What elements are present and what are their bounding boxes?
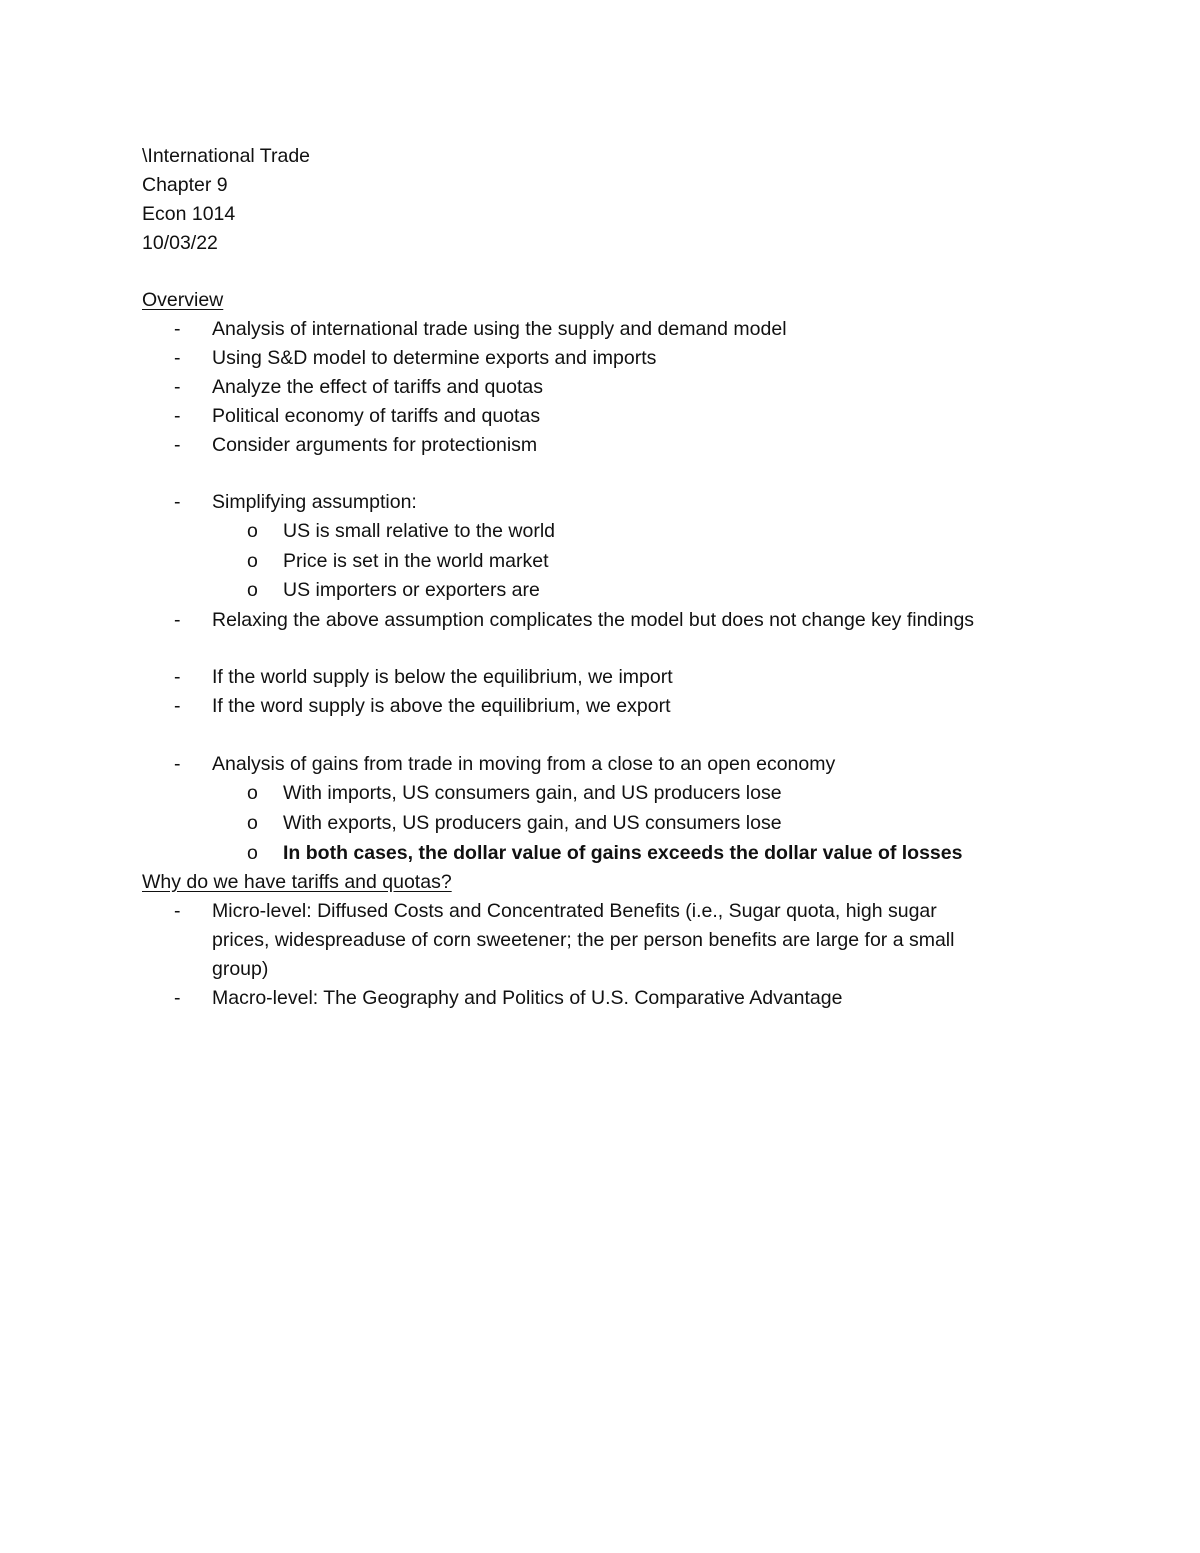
bullet-dash: - xyxy=(174,405,181,427)
bullet-dash: - xyxy=(174,753,181,775)
bullet-dash: - xyxy=(174,434,181,456)
course-label: Econ 1014 xyxy=(142,203,236,225)
bullet-dash: - xyxy=(174,376,181,398)
assumption-item: US is small relative to the world xyxy=(283,520,556,542)
gains-item-bold: In both cases, the dollar value of gains exceeds the dollar value of losses xyxy=(283,842,963,864)
sub-bullet: o xyxy=(247,782,258,804)
bullet-dash: - xyxy=(174,695,181,717)
bullet-dash: - xyxy=(174,987,181,1009)
overview-item: Using S&D model to determine exports and imports xyxy=(212,347,657,369)
micro-level-line: prices, widespreaduse of corn sweetener; the per person benefits are large for a small xyxy=(212,929,955,951)
sub-bullet: o xyxy=(247,579,258,601)
bullet-dash: - xyxy=(174,609,181,631)
overview-item: Analysis of international trade using the supply and demand model xyxy=(212,318,787,340)
why-heading: Why do we have tariffs and quotas? xyxy=(142,871,452,893)
macro-level-item: Macro-level: The Geography and Politics of U.S. Comparative Advantage xyxy=(212,987,843,1009)
supply-item: If the world supply is below the equilibrium, we import xyxy=(212,666,673,688)
gains-item: With imports, US consumers gain, and US producers lose xyxy=(283,782,782,804)
gains-item: With exports, US producers gain, and US consumers lose xyxy=(283,812,782,834)
sub-bullet: o xyxy=(247,842,258,864)
gains-label: Analysis of gains from trade in moving from a close to an open economy xyxy=(212,753,836,775)
bullet-dash: - xyxy=(174,347,181,369)
relaxing-item: Relaxing the above assumption complicates the model but does not change key findings xyxy=(212,609,975,631)
overview-item: Consider arguments for protectionism xyxy=(212,434,538,456)
micro-level-line: Micro-level: Diffused Costs and Concentrated Benefits (i.e., Sugar quota, high sugar xyxy=(212,900,937,922)
sub-bullet: o xyxy=(247,520,258,542)
date-label: 10/03/22 xyxy=(142,232,218,254)
assumption-label: Simplifying assumption: xyxy=(212,491,417,513)
supply-item: If the word supply is above the equilibrium, we export xyxy=(212,695,671,717)
sub-bullet: o xyxy=(247,550,258,572)
sub-bullet: o xyxy=(247,812,258,834)
assumption-item: Price is set in the world market xyxy=(283,550,549,572)
overview-heading: Overview xyxy=(142,289,224,311)
assumption-item: US importers or exporters are xyxy=(283,579,540,601)
bullet-dash: - xyxy=(174,666,181,688)
overview-item: Political economy of tariffs and quotas xyxy=(212,405,541,427)
document-title: \International Trade xyxy=(142,145,311,167)
overview-item: Analyze the effect of tariffs and quotas xyxy=(212,376,543,398)
bullet-dash: - xyxy=(174,491,181,513)
bullet-dash: - xyxy=(174,900,181,922)
bullet-dash: - xyxy=(174,318,181,340)
chapter-label: Chapter 9 xyxy=(142,174,228,196)
micro-level-line: group) xyxy=(212,958,269,980)
